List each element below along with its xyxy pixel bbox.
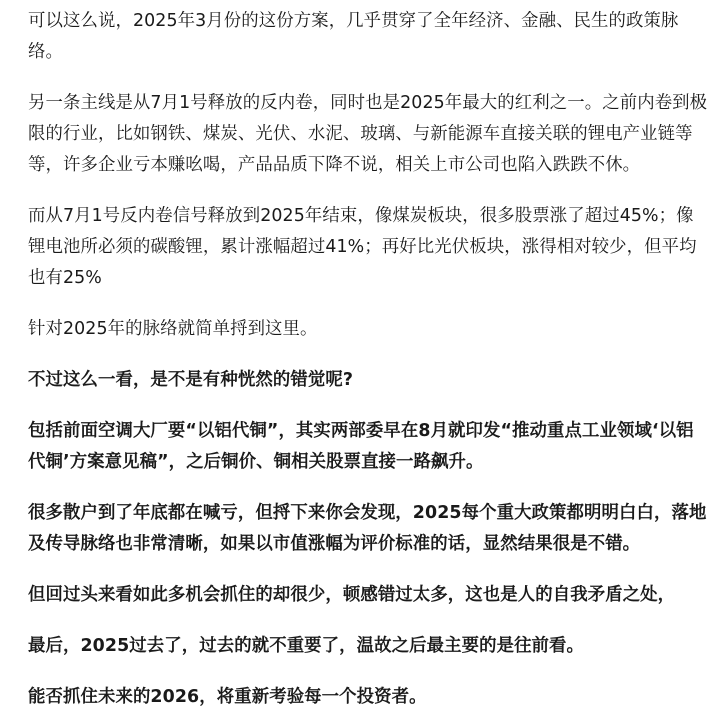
paragraph-sector-gains: 而从7月1号反内卷信号释放到2025年结束，像煤炭板块，很多股票涨了超过45%；像锂电池所必须的碳酸锂，累计涨幅超过41%；再好比光伏板块，涨得相对较少，但平均也有25% xyxy=(28,206,697,288)
paragraph-policy-context: 可以这么说，2025年3月份的这份方案，几乎贯穿了全年经济、金融、民生的政策脉络。 xyxy=(28,11,679,62)
paragraph-summary: 针对2025年的脉络就简单捋到这里。 xyxy=(28,319,318,339)
article-body xyxy=(28,6,708,713)
paragraph-closing: 能否抓住未来的2026，将重新考验每一个投资者。 xyxy=(28,687,427,707)
paragraph-anti-involution: 另一条主线是从7月1号释放的反内卷，同时也是2025年最大的红利之一。之前内卷到极限的行业，比如钢铁、煤炭、光伏、水泥、玻璃、与新能源车直接关联的锂电产业链等等，许多企业亏本赚吆喝，产品品质下降不说，相关上市公司也陷入跌跌不休。 xyxy=(28,93,708,175)
paragraph-retail-investors: 很多散户到了年底都在喊亏，但捋下来你会发现，2025每个重大政策都明明白白，落地及传导脉络也非常清晰，如果以市值涨幅为评价标准的话，显然结果很是不错。 xyxy=(28,503,707,554)
paragraph-question: 不过这么一看，是不是有种恍然的错觉呢? xyxy=(28,370,354,390)
paragraph-missed-chances: 但回过头来看如此多机会抓住的却很少，顿感错过太多，这也是人的自我矛盾之处， xyxy=(28,585,676,605)
paragraph-look-forward: 最后，2025过去了，过去的就不重要了，温故之后最主要的是往前看。 xyxy=(28,636,585,656)
paragraph-aluminum-copper: 包括前面空调大厂要“以铝代铜”，其实两部委早在8月就印发“推动重点工业领域‘以铝代铜’方案意见稿”，之后铜价、铜相关股票直接一路飙升。 xyxy=(28,421,694,472)
